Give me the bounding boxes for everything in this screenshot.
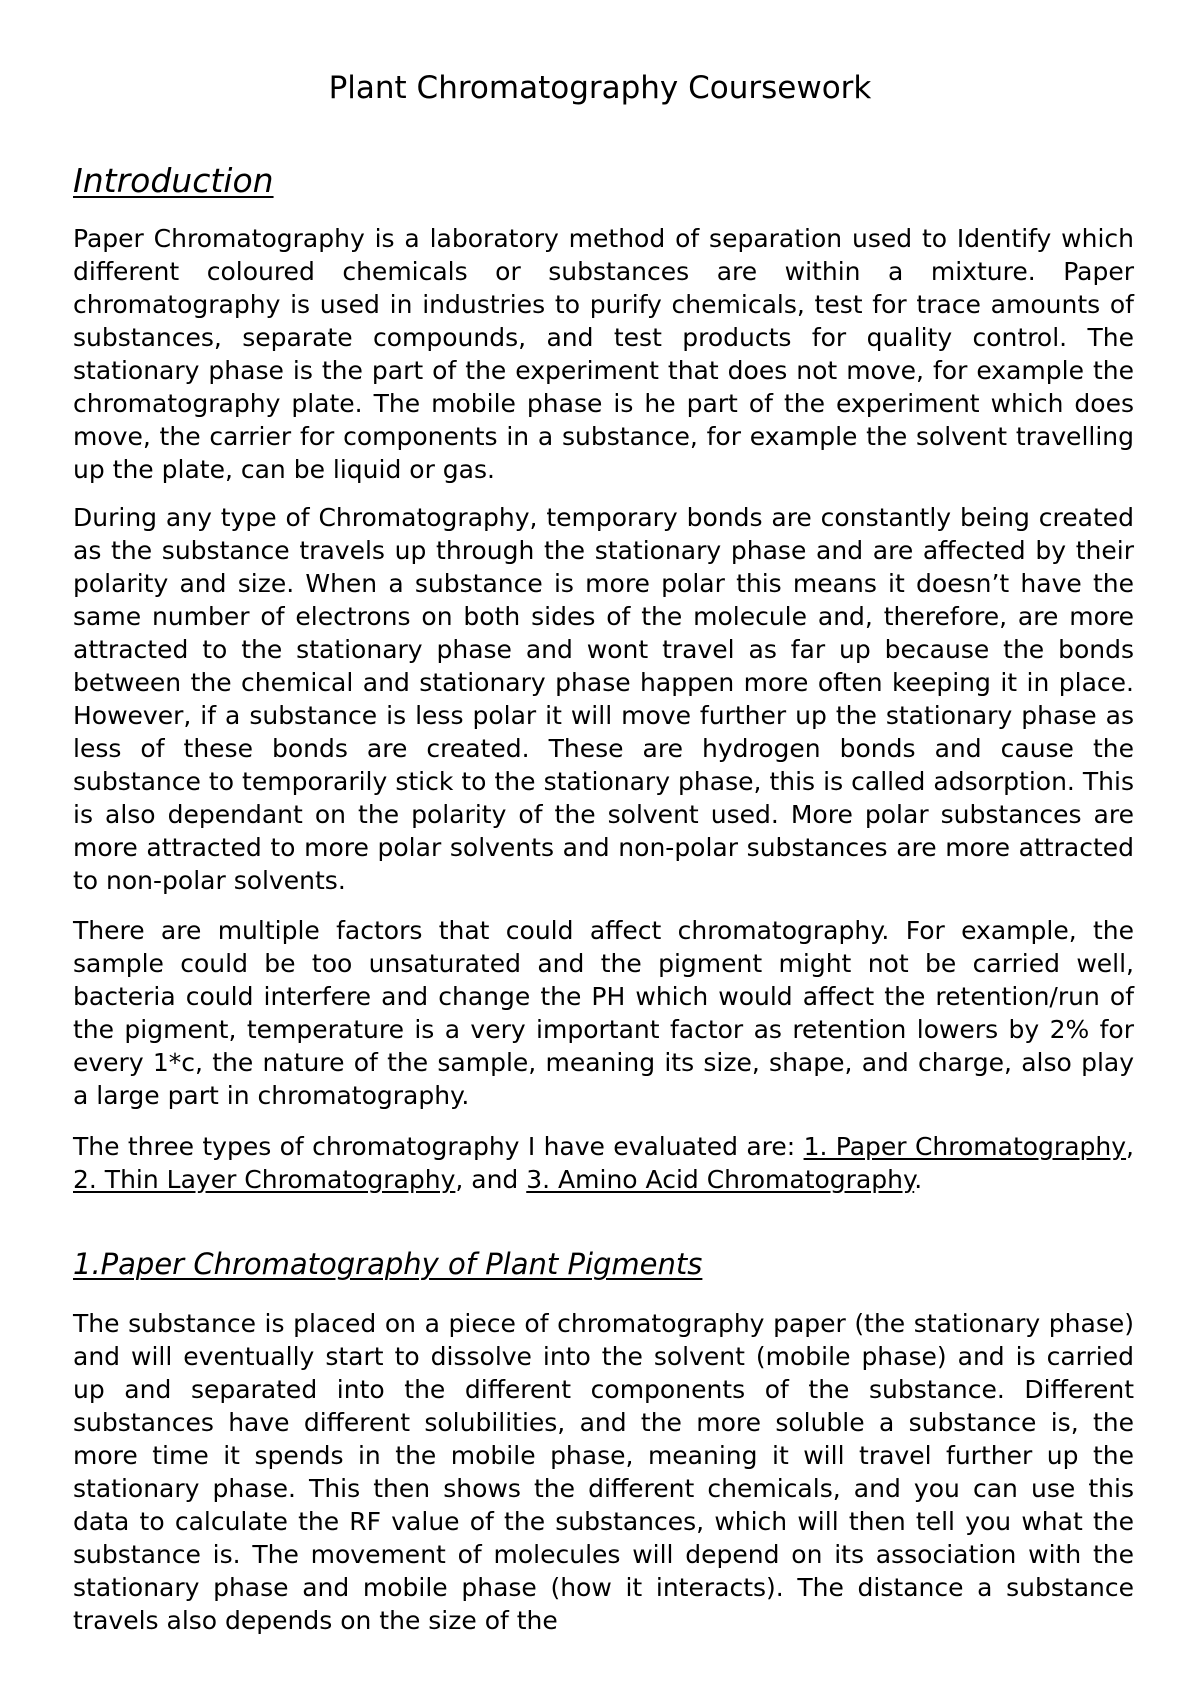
types-separator-and: , and [455, 1165, 527, 1194]
document-title: Plant Chromatography Coursework [328, 70, 872, 106]
types-intro-text: The three types of chromatography I have evaluated are: [73, 1132, 804, 1161]
paper-chromatography-heading: 1.Paper Chromatography of Plant Pigments [73, 1247, 703, 1281]
chromatography-types-paragraph [73, 1130, 1134, 1196]
intro-paragraph-1: Paper Chromatography is a laboratory method of separation used to Identify which different coloured chemicals or substances are within a mixture. Paper chromatography is used in industries to purify chemicals, test for trace amounts of substances, separate compounds, and test products for quality control. The stationary phase is the part of the experiment that does not move, for example the chromatography plate. The mobile phase is he part of the experiment which does move, the carrier for components in a substance, for example the solvent travelling up the plate, can be liquid or gas. [73, 224, 1134, 484]
paper-chromatography-paragraph: The substance is placed on a piece of chromatography paper (the stationary phase) and will eventually start to dissolve into the solvent (mobile phase) and is carried up and separated into the different components of the substance. Different substances have different solubilities, and the more soluble a substance is, the more time it spends in the mobile phase, meaning it will travel further up the stationary phase. This then shows the different chemicals, and you can use this data to calculate the RF value of the substances, which will then tell you what the substance is. The movement of molecules will depend on its association with the stationary phase and mobile phase (how it interacts). The distance a substance travels also depends on the size of the [73, 1309, 1134, 1635]
intro-paragraph-2: During any type of Chromatography, temporary bonds are constantly being created as the substance travels up through the stationary phase and are affected by their polarity and size. When a substance is more polar this means it doesn’t have the same number of electrons on both sides of the molecule and, therefore, are more attracted to the stationary phase and wont travel as far up because the bonds between the chemical and stationary phase happen more often keeping it in place. However, if a substance is less polar it will move further up the stationary phase as less of these bonds are created. These are hydrogen bonds and cause the substance to temporarily stick to the stationary phase, this is called adsorption. This is also dependant on the polarity of the solvent used. More polar substances are more attracted to more polar solvents and non-polar substances are more attracted to non-polar solvents. [73, 503, 1134, 895]
types-end-period: . [914, 1165, 923, 1194]
types-separator-comma: , [1126, 1132, 1134, 1161]
introduction-heading: Introduction [73, 161, 274, 200]
type-thin-layer-chromatography: 2. Thin Layer Chromatography [73, 1165, 456, 1194]
type-paper-chromatography: 1. Paper Chromatography [803, 1132, 1127, 1161]
intro-paragraph-3: There are multiple factors that could affect chromatography. For example, the sample could be too unsaturated and the pigment might not be carried well, bacteria could interfere and change the PH which would affect the retention/run of the pigment, temperature is a very important factor as retention lowers by 2% for every 1*c, the nature of the sample, meaning its size, shape, and charge, also play a large part in chromatography. [73, 916, 1134, 1110]
type-amino-acid-chromatography: 3. Amino Acid Chromatography [526, 1165, 915, 1194]
